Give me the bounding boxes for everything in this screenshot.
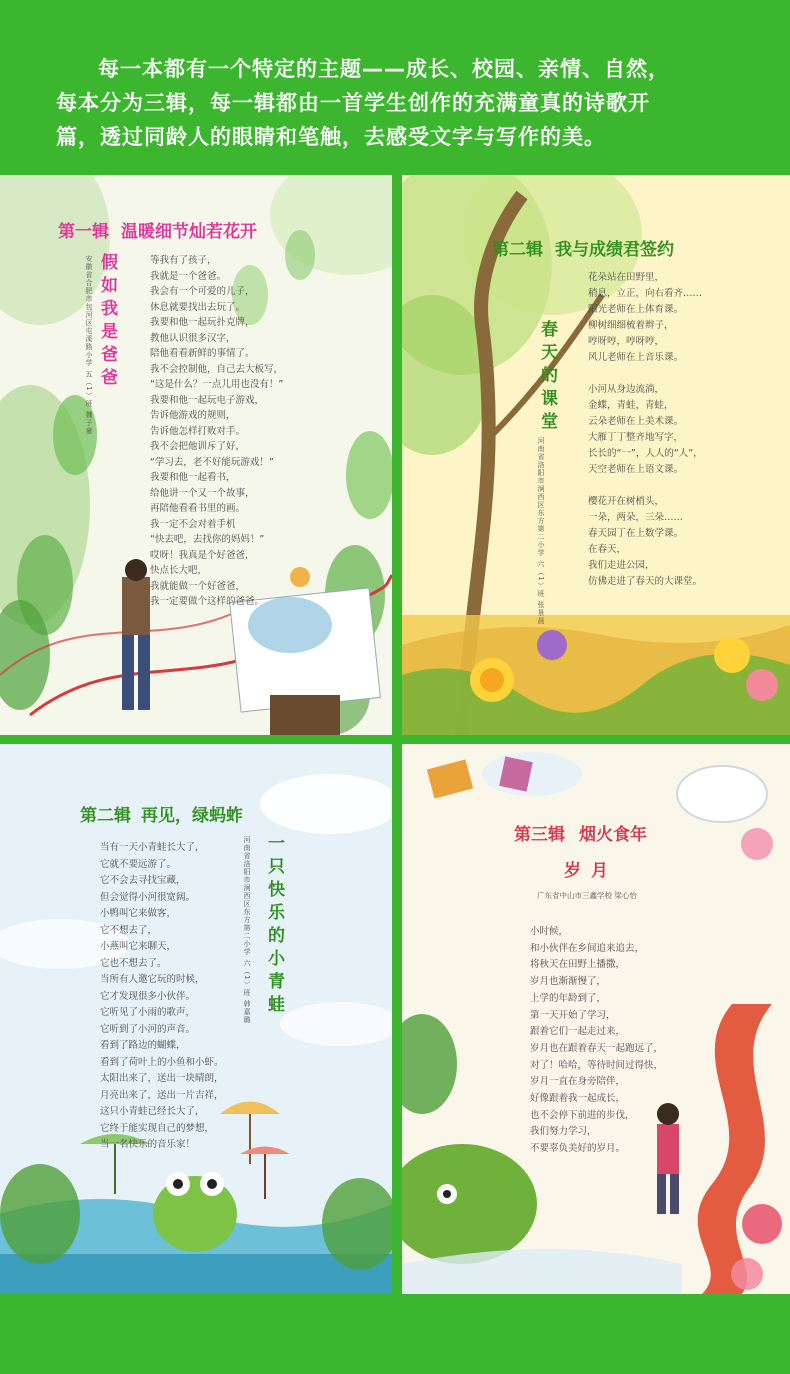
poem-line: 我要和他一起玩电子游戏， <box>150 394 265 406</box>
panel-chapter-three <box>402 744 790 1294</box>
poem-line: 金蝶，青蛙，青蛙， <box>588 400 674 411</box>
poem-line: 告诉他游戏的规则， <box>150 410 236 421</box>
poem-line: 也不会停下前进的步伐， <box>530 1109 635 1121</box>
poem-line: 给他讲一个又一个故事， <box>150 487 255 499</box>
poem-line: 月亮出来了，送出一片吉祥， <box>100 1089 224 1101</box>
intro-line-1: 每一本都有一个特定的主题——成长、校园、亲情、自然， <box>98 57 670 81</box>
chapter-prefix: 第一辑 <box>58 222 109 242</box>
poem-line: 它不会去寻找宝藏， <box>100 875 186 886</box>
poem-line: 我要和他一起玩扑克牌， <box>150 317 255 328</box>
poem-line: 花朵站在田野里， <box>588 272 665 283</box>
poem-line: 再陪他看看书里的画。 <box>150 503 246 514</box>
poem-line <box>588 478 703 494</box>
poem-body <box>100 840 224 1154</box>
panel-chapter-one <box>0 175 392 735</box>
panel-chapter-two-a <box>402 175 790 735</box>
poem-line: 岁月也在跟着春天一起跑远了， <box>530 1042 664 1054</box>
poem-line: 长长的“一”，人人的“人”， <box>588 448 703 459</box>
poem-line: 岁月一直在身旁陪伴， <box>530 1076 626 1088</box>
chapter-title: 温暖细节灿若花开 <box>121 222 257 242</box>
poem-title: 假如我是爸爸 <box>97 253 117 391</box>
poem-line: 将秋天在田野上播撒， <box>530 959 626 971</box>
poem-line: 等我有了孩子， <box>150 255 217 266</box>
chapter-prefix: 第三辑 <box>514 825 565 845</box>
intro-line-2: 每本分为三辑，每一辑都由一首学生创作的充满童真的诗歌开 <box>56 91 650 115</box>
poem-line: 第一天开始了学习， <box>530 1009 616 1021</box>
poem-line: 樱花开在树梢头， <box>588 496 665 507</box>
poem-line: 当有一天小青蛙长大了， <box>100 842 205 853</box>
poem-line: 但会觉得小河很宽阔。 <box>100 891 196 903</box>
poem-line: “学习去，老不好能玩游戏！” <box>150 456 274 468</box>
intro-line-3: 篇，透过同龄人的眼睛和笔触，去感受文字与写作的美。 <box>56 125 606 149</box>
poem-line: 好像跟着我一起成长， <box>530 1093 626 1105</box>
poem-line: 我们走进公园， <box>588 560 655 571</box>
poem-line: 哼呀哼，哼呀哼， <box>588 336 665 347</box>
poem-author: 安徽省合肥市包河区屯溪路小学 五（1）班 魏子童 <box>85 255 93 435</box>
poem-line: 对了！哈哈，等待时间过得快， <box>530 1059 664 1071</box>
poem-line: 看到了荷叶上的小鱼和小虾。 <box>100 1056 224 1068</box>
chapter-title: 再见，绿蚂蚱 <box>141 806 243 826</box>
poem-line: 阳光老师在上体育课。 <box>588 304 684 315</box>
poem-line: 我一定不会对着手机 <box>150 518 236 530</box>
poem-line: 仿佛走进了春天的大课堂。 <box>588 576 703 587</box>
poem-line: 小河从身边流淌， <box>588 384 665 395</box>
poem-body <box>150 253 283 610</box>
poem-line: 我不会控制他，自己去大板写， <box>150 363 284 375</box>
poem-line: 我就能做一个好爸爸， <box>150 580 246 592</box>
chapter-heading <box>514 820 647 845</box>
poem-title: 一只快乐的小青蛙 <box>264 834 284 1018</box>
poem-line: 稍息，立正，向右看齐…… <box>588 288 703 299</box>
poem-author: 广东省中山市三鑫学校 梁心怡 <box>537 891 637 900</box>
poem-line: 小时候， <box>530 926 569 937</box>
poem-line: 岁月也渐渐慢了， <box>530 976 607 988</box>
panel-chapter-two-b <box>0 744 392 1294</box>
poem-line: “这是什么？一点儿用也没有！” <box>150 379 284 390</box>
poem-line: 云朵老师在上美术课。 <box>588 416 684 427</box>
poem-line: 上学的年龄到了， <box>530 992 607 1004</box>
poem-line: 它就不要远游了。 <box>100 858 177 870</box>
chapter-title: 烟火食年 <box>579 825 647 845</box>
chapter-heading <box>80 801 243 826</box>
poem-author: 河南省洛阳市涧西区东方第二小学 六（1）班 张景晨 <box>537 437 545 625</box>
poem-author: 河南省洛阳市涧西区东方第二小学 六（1）班 韩嘉璐 <box>243 836 251 1024</box>
poem-line: 小鸭叫它来做客， <box>100 908 177 919</box>
poem-line: 春天园丁在上数学课。 <box>588 528 684 539</box>
chapter-prefix: 第二辑 <box>492 240 543 260</box>
poem-title: 岁月 <box>564 861 618 881</box>
poem-line: 告诉他怎样打败对手。 <box>150 425 246 437</box>
poem-line: 它才发现很多小伙伴。 <box>100 990 196 1002</box>
poem-line: 和小伙伴在乡间追来追去， <box>530 942 645 954</box>
poem-line: 它不想去了， <box>100 924 158 936</box>
poem-line: 它也不想去了。 <box>100 957 167 969</box>
poem-line: 这只小青蛙已经长大了， <box>100 1106 205 1117</box>
poem-line: 陪他看看新鲜的事情了。 <box>150 348 255 359</box>
poem-body <box>530 924 663 1158</box>
poem-line <box>588 366 703 382</box>
poem-line: 它终于能实现自己的梦想， <box>100 1122 215 1134</box>
poem-line: 一朵，两朵，三朵…… <box>588 512 684 523</box>
chapter-title: 我与成绩君签约 <box>555 240 674 260</box>
poem-line: 教他认识很多汉字， <box>150 332 236 344</box>
poem-line: 风儿老师在上音乐课。 <box>588 352 684 363</box>
poem-line: 看到了路边的蝴蝶， <box>100 1040 186 1051</box>
poem-body <box>588 270 703 590</box>
poem-line: 跟着它们一起走过来， <box>530 1026 626 1038</box>
poem-line: 我一定要做个这样的爸爸。 <box>150 596 265 607</box>
poem-line: 当一名快乐的音乐家！ <box>100 1139 196 1150</box>
poem-line: 我会有一个可爱的儿子， <box>150 286 255 297</box>
poem-title: 春天的课堂 <box>537 320 557 435</box>
intro-text-block <box>0 0 790 175</box>
poem-line: 我们努力学习， <box>530 1126 597 1138</box>
poem-line: 我就是一个爸爸。 <box>150 270 227 282</box>
poem-line: 哎呀！我真是个好爸爸， <box>150 549 255 561</box>
poem-line: 它听到了小河的声音。 <box>100 1023 196 1035</box>
poem-line: 它听见了小雨的歌声， <box>100 1007 196 1018</box>
poem-line: 小燕叫它来聊天， <box>100 941 177 952</box>
poem-line: 柳树细细梳着辫子， <box>588 320 674 331</box>
poem-line: 天空老师在上语文课。 <box>588 464 684 475</box>
chapter-heading <box>492 235 674 260</box>
poem-line: 不要辜负美好的岁月。 <box>530 1143 626 1155</box>
poem-line: “快去吧，去找你的妈妈！” <box>150 534 265 545</box>
poem-line: 我不会把他训斥了好， <box>150 441 246 452</box>
poem-line: 当所有人邀它玩的时候， <box>100 974 205 985</box>
poem-line: 快点长大吧， <box>150 565 208 576</box>
poem-line: 我要和他一起看书， <box>150 472 236 483</box>
poem-line: 太阳出来了，送出一块晴朗， <box>100 1073 224 1084</box>
poem-line: 在春天， <box>588 544 627 555</box>
poem-line: 大雁丁丁整齐地写字， <box>588 432 684 443</box>
chapter-heading <box>58 217 257 242</box>
poem-line: 休息就要找出去玩了。 <box>150 301 246 313</box>
chapter-prefix: 第二辑 <box>80 806 131 826</box>
